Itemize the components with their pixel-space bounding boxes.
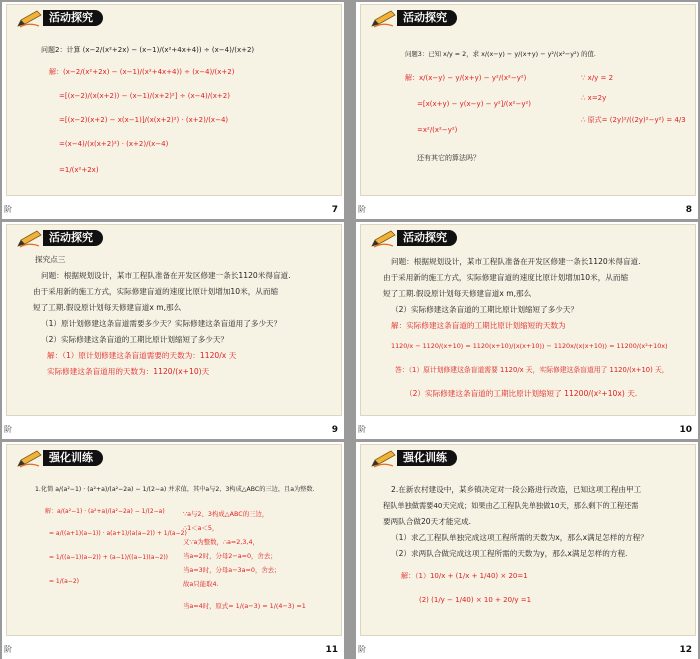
paragraph-line: 由于采用新的施工方式，实际修建盲道的速度比原计划增加10米，从而缩 xyxy=(383,273,629,282)
paragraph-line: 问题：根据规划设计，某市工程队准备在开发区修建一条长1120米得盲道. xyxy=(41,271,291,280)
paragraph-line: 要两队合做20天才能完成. xyxy=(383,517,472,526)
paragraph-line: 程队单独做需要40天完成；如果由乙工程队先单独做10天，那么剩下的工程还需 xyxy=(383,501,639,510)
question-line: （2）实际修建这条盲道的工期比原计划缩短了多少天？ xyxy=(41,335,229,344)
side-note: ∵ x/y = 2 xyxy=(581,74,614,82)
page-number: 10 xyxy=(679,425,692,435)
side-note: ∴1＜a＜5， xyxy=(183,524,219,532)
equation-line: 1120/x − 1120/(x+10) = 1120(x+10)/(x(x+10)) − 1120x/(x(x+10)) = 11200/(x²+10x) xyxy=(391,342,668,350)
question-text: 问题3：已知 x/y = 2，求 x/(x−y) − y/(x+y) − y²/(x²−y²) 的值. xyxy=(405,50,596,58)
slide-11[interactable] xyxy=(2,442,344,659)
pencil-icon xyxy=(371,10,397,28)
side-note: ∴ 原式= (2y)²/((2y)²−y²) = 4/3 xyxy=(581,116,686,124)
solution-line: = 1/((a−1)(a−2)) + (a−1)/((a−1)(a−2)) xyxy=(49,554,169,561)
page-number: 7 xyxy=(331,205,338,215)
question-line: （2）实际修建这条盲道的工期比原计划缩短了多少天？ xyxy=(391,305,579,314)
footer-text: 阶 xyxy=(358,645,366,654)
paragraph-line: 短了工期.假设原计划每天修建盲道x m,那么 xyxy=(383,289,532,298)
slide-title: 活动探究 xyxy=(397,10,457,26)
slide-paper xyxy=(6,444,342,636)
slide-7[interactable] xyxy=(2,2,344,219)
prompt-text: 还有其它的算法吗？ xyxy=(417,154,480,162)
paragraph-line: 2.在新农村建设中，某乡镇决定对一段公路进行改造，已知这项工程由甲工 xyxy=(391,485,642,494)
solution-line: =1/(x²+2x) xyxy=(59,166,99,174)
page-number: 9 xyxy=(331,425,338,435)
slide-12[interactable] xyxy=(356,442,698,659)
answer-line: (2) (1/y − 1/40) × 10 + 20/y =1 xyxy=(419,596,532,604)
slide-paper xyxy=(360,444,696,636)
slide-9[interactable] xyxy=(2,222,344,439)
paragraph-line: 短了工期.假设原计划每天修建盲道x m,那么 xyxy=(33,303,182,312)
page-number: 12 xyxy=(679,645,692,655)
solution-line: =x²/(x²−y²) xyxy=(417,126,458,134)
answer-line: （2）实际修建这条盲道的工期比原计划缩短了 11200/(x²+10x) 天. xyxy=(405,389,638,398)
slide-title: 活动探究 xyxy=(397,230,457,246)
pencil-icon xyxy=(17,450,43,468)
page-number: 8 xyxy=(685,205,692,215)
answer-line: 解：（1）原计划修建这条盲道需要的天数为：1120/x 天 xyxy=(47,351,237,360)
footer-text: 阶 xyxy=(358,205,366,214)
slide-paper xyxy=(6,4,342,196)
question-line: （2）求两队合做完成这项工程所需的天数为y，那么x满足怎样的方程. xyxy=(391,549,628,558)
side-note: 当a=4时，原式= 1/(a−3) = 1/(4−3) =1 xyxy=(183,602,306,610)
slide-paper xyxy=(6,224,342,416)
footer-text: 阶 xyxy=(358,425,366,434)
question-line: （1）原计划修建这条盲道需要多少天？实际修建这条盲道用了多少天？ xyxy=(41,319,282,328)
side-note: 又∵a为整数，∴a=2,3,4， xyxy=(183,538,259,546)
slide-title: 强化训练 xyxy=(43,450,103,466)
slide-title: 活动探究 xyxy=(43,10,103,26)
footer-text: 阶 xyxy=(4,645,12,654)
solution-line: =(x−4)/(x(x+2)²) · (x+2)/(x−4) xyxy=(59,140,169,148)
slide-paper xyxy=(360,4,696,196)
side-note: ∵a与2、3构成△ABC的三边， xyxy=(183,510,269,518)
paragraph-line: 问题：根据规划设计，某市工程队准备在开发区修建一条长1120米得盲道. xyxy=(391,257,641,266)
side-note: 故a只能取4. xyxy=(183,580,219,588)
solution-line: =[(x−2)(x+2) − x(x−1)]/(x(x+2)²) · (x+2)/(x−4) xyxy=(59,116,229,124)
question-line: （1）求乙工程队单独完成这项工程所需的天数为x，那么x满足怎样的方程？ xyxy=(391,533,648,542)
footer-text: 阶 xyxy=(4,425,12,434)
answer-line: 解：（1）10/x + (1/x + 1/40) × 20=1 xyxy=(401,572,528,580)
solution-line: 解：x/(x−y) − y/(x+y) − y²/(x²−y²) xyxy=(405,74,527,82)
slide-title: 强化训练 xyxy=(397,450,457,466)
pencil-icon xyxy=(371,450,397,468)
answer-line: 解：实际修建这条盲道的工期比原计划缩短的天数为 xyxy=(391,321,566,330)
side-note: 当a=2时，分母2−a=0，舍去； xyxy=(183,552,277,560)
footer-text: 阶 xyxy=(4,205,12,214)
pencil-icon xyxy=(371,230,397,248)
side-note: ∴ x=2y xyxy=(581,94,607,102)
slide-title: 活动探究 xyxy=(43,230,103,246)
slide-10[interactable] xyxy=(356,222,698,439)
solution-line: 解：a/(a²−1) · (a²+a)/(a²−2a) − 1/(2−a) xyxy=(45,508,165,515)
answer-line: 答：（1）原计划修建这条盲道需要 1120/x 天，实际修建这条盲道用了 1120/(x+10) 天， xyxy=(395,366,669,374)
solution-line: =[(x−2)/(x(x+2)) − (x−1)/(x+2)²] ÷ (x−4)/(x+2) xyxy=(59,92,230,100)
question-text: 1.化简 a/(a²−1) · (a²+a)/(a²−2a) − 1/(2−a) 并求值，其中a与2、3构成△ABC的三边，且a为整数. xyxy=(35,486,315,493)
question-text: 问题2：计算 (x−2/(x²+2x) − (x−1)/(x²+4x+4)) ÷ (x−4)/(x+2) xyxy=(41,46,255,54)
side-note: 当a=3时，分母a−3a=0，舍去； xyxy=(183,566,281,574)
slide-paper xyxy=(360,224,696,416)
section-label: 探究点三 xyxy=(35,255,66,264)
paragraph-line: 由于采用新的施工方式，实际修建盲道的速度比原计划增加10米，从而缩 xyxy=(33,287,279,296)
pencil-icon xyxy=(17,230,43,248)
answer-line: 实际修建这条盲道用的天数为：1120/(x+10)天 xyxy=(47,367,210,376)
solution-line: = 1/(a−2) xyxy=(49,578,79,585)
solution-line: 解：(x−2/(x²+2x) − (x−1)/(x²+4x+4)) ÷ (x−4)/(x+2) xyxy=(49,68,235,76)
pencil-icon xyxy=(17,10,43,28)
page-number: 11 xyxy=(325,645,338,655)
solution-line: =[x(x+y) − y(x−y) − y²]/(x²−y²) xyxy=(417,100,531,108)
slide-8[interactable] xyxy=(356,2,698,219)
solution-line: = a/((a+1)(a−1)) · a(a+1)/(a(a−2)) + 1/(a−2) xyxy=(49,530,187,537)
